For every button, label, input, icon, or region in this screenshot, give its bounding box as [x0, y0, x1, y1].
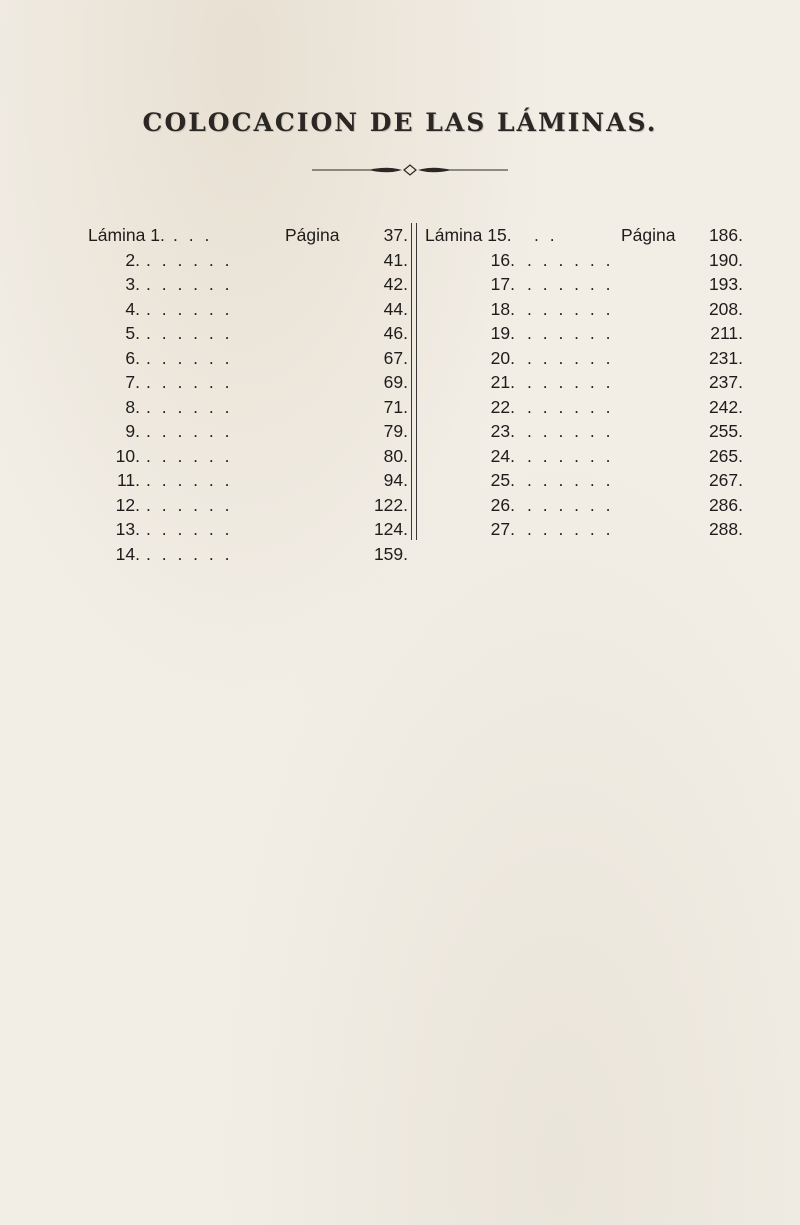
plate-number: 26. [490, 494, 515, 515]
leader-dots: . . . . . . [527, 274, 614, 294]
page-number: 190. [708, 249, 743, 270]
page-number: 69. [383, 372, 408, 392]
plate-number: 23. [490, 421, 515, 441]
leader-dots: . . . . . . [527, 249, 614, 270]
plate-number: 22. [490, 396, 515, 417]
page-number: 237. [708, 372, 743, 392]
plate-number: 5. [125, 323, 140, 343]
leader-dots: . . . . . . [527, 494, 614, 515]
plate-number: 2. [125, 249, 140, 270]
leader-dots: . . [534, 225, 558, 245]
column-divider [411, 223, 417, 540]
page-number: 122. [373, 494, 408, 515]
leader-dots: . . . . . . [146, 396, 233, 417]
list-item [88, 468, 408, 493]
list-item [425, 493, 743, 518]
list-item [88, 272, 408, 297]
leader-dots: . . . . . . [146, 543, 233, 564]
leader-dots: . . . . . . [527, 421, 614, 441]
leader-dots: . . . [173, 225, 213, 245]
leader-dots: . . . . . . [146, 249, 233, 270]
page-word: Página [285, 225, 340, 245]
page-number: 159. [373, 543, 408, 564]
page-title: COLOCACION DE LAS LÁMINAS. [142, 108, 658, 137]
plate-number: 13. [115, 519, 140, 539]
page-number: 41. [383, 249, 408, 270]
plate-number: 14. [115, 543, 140, 564]
plate-number: 7. [125, 372, 140, 392]
leader-dots: . . . . . . [146, 298, 233, 319]
plate-number: 25. [490, 470, 515, 490]
page-number: 79. [383, 421, 408, 441]
leader-dots: . . . . . . [527, 396, 614, 417]
list-item [88, 223, 408, 248]
list-item [88, 370, 408, 395]
list-item [425, 419, 743, 444]
plate-number: 12. [115, 494, 140, 515]
page-number: 231. [708, 347, 743, 368]
leader-dots: . . . . . . [146, 372, 233, 392]
leader-dots: . . . . . . [527, 323, 614, 343]
leader-dots: . . . . . . [146, 445, 233, 466]
page-number: 46. [383, 323, 408, 343]
list-item [88, 248, 408, 273]
plates-list-left [88, 223, 408, 566]
page-number: 193. [708, 274, 743, 294]
list-item [425, 223, 743, 248]
list-item [88, 542, 408, 567]
page-number: 255. [708, 421, 743, 441]
leader-dots: . . . . . . [527, 372, 614, 392]
plate-label: Lámina 15. [425, 225, 512, 245]
page-number: 286. [708, 494, 743, 515]
plate-number: 8. [125, 396, 140, 417]
leader-dots: . . . . . . [146, 421, 233, 441]
list-item [425, 346, 743, 371]
plate-number: 18. [490, 298, 515, 319]
page-number: 71. [383, 396, 408, 417]
page-number: 211. [710, 323, 743, 343]
plate-number: 16. [490, 249, 515, 270]
plate-number: 4. [125, 298, 140, 319]
page-number: 186. [708, 225, 743, 245]
list-item [425, 321, 743, 346]
leader-dots: . . . . . . [527, 445, 614, 466]
leader-dots: . . . . . . [146, 274, 233, 294]
list-item [88, 321, 408, 346]
list-item [425, 272, 743, 297]
plate-number: 6. [125, 347, 140, 368]
leader-dots: . . . . . . [146, 494, 233, 515]
leader-dots: . . . . . . [146, 347, 233, 368]
leader-dots: . . . . . . [527, 298, 614, 319]
list-item [425, 468, 743, 493]
page-word: Página [621, 225, 676, 245]
plate-number: 21. [490, 372, 515, 392]
page-number: 42. [383, 274, 408, 294]
page-number: 67. [383, 347, 408, 368]
leader-dots: . . . . . . [527, 470, 614, 490]
plate-number: 19. [490, 323, 515, 343]
list-item [88, 297, 408, 322]
page-number: 44. [383, 298, 408, 319]
plate-number: 9. [125, 421, 140, 441]
plate-number: 11. [116, 470, 140, 490]
list-item [425, 444, 743, 469]
plate-label: Lámina 1. [88, 225, 165, 245]
list-item [88, 346, 408, 371]
list-item [425, 370, 743, 395]
list-item [88, 493, 408, 518]
page-number: 242. [708, 396, 743, 417]
plate-number: 20. [490, 347, 515, 368]
page-number: 37. [383, 225, 408, 245]
list-item [88, 395, 408, 420]
page-number: 265. [708, 445, 743, 466]
page-number: 94. [383, 470, 408, 490]
flourish-rule-icon [310, 162, 510, 178]
page-number: 288. [708, 519, 743, 539]
list-item [425, 517, 743, 542]
leader-dots: . . . . . . [527, 519, 614, 539]
list-item [88, 419, 408, 444]
leader-dots: . . . . . . [527, 347, 614, 368]
plates-list-right [425, 223, 743, 542]
list-item [88, 517, 408, 542]
plate-number: 24. [490, 445, 515, 466]
leader-dots: . . . . . . [146, 519, 233, 539]
plate-number: 17. [490, 274, 515, 294]
list-item [88, 444, 408, 469]
plate-number: 27. [490, 519, 515, 539]
page-number: 80. [383, 445, 408, 466]
plate-number: 10. [115, 445, 140, 466]
plate-number: 3. [125, 274, 140, 294]
leader-dots: . . . . . . [146, 470, 233, 490]
page-number: 208. [708, 298, 743, 319]
list-item [425, 297, 743, 322]
page-number: 267. [708, 470, 743, 490]
list-item [425, 248, 743, 273]
list-item [425, 395, 743, 420]
leader-dots: . . . . . . [146, 323, 233, 343]
page-number: 124. [373, 519, 408, 539]
